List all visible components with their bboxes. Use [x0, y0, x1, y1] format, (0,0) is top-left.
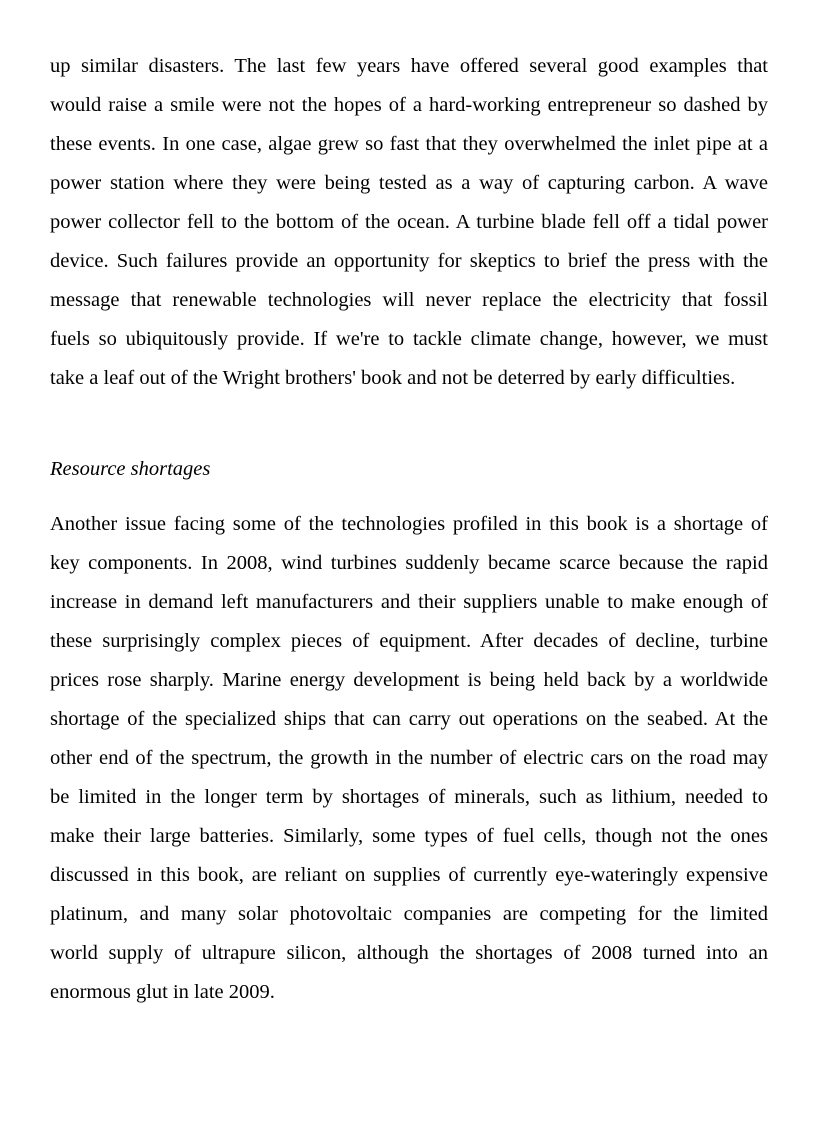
text-line: shortage of the specialized ships that can carry out operations on the seabed. At the	[50, 708, 768, 730]
text-line: other end of the spectrum, the growth in the number of electric cars on the road may	[50, 747, 768, 769]
document-page	[50, 47, 768, 1012]
text-line: be limited in the longer term by shortages of minerals, such as lithium, needed to	[50, 786, 768, 808]
text-line: Another issue facing some of the technologies profiled in this book is a shortage of	[50, 513, 768, 535]
text-line: these surprisingly complex pieces of equipment. After decades of decline, turbine	[50, 630, 768, 652]
text-line: these events. In one case, algae grew so fast that they overwhelmed the inlet pipe at a	[50, 133, 768, 155]
text-line: enormous glut in late 2009.	[50, 981, 275, 1003]
text-line: power collector fell to the bottom of the ocean. A turbine blade fell off a tidal power	[50, 211, 768, 233]
text-line: key components. In 2008, wind turbines suddenly became scarce because the rapid	[50, 552, 768, 574]
text-line: device. Such failures provide an opportunity for skeptics to brief the press with the	[50, 250, 768, 272]
text-line: platinum, and many solar photovoltaic companies are competing for the limited	[50, 903, 768, 925]
body-paragraph-disasters	[50, 47, 768, 398]
body-paragraph-resource-shortages	[50, 505, 768, 1012]
text-line: increase in demand left manufacturers and their suppliers unable to make enough of	[50, 591, 768, 613]
text-line: fuels so ubiquitously provide. If we're to tackle climate change, however, we must	[50, 328, 768, 350]
text-line: take a leaf out of the Wright brothers' book and not be deterred by early difficulties.	[50, 367, 736, 389]
text-line: discussed in this book, are reliant on supplies of currently eye-wateringly expensive	[50, 864, 768, 886]
section-spacer	[50, 398, 768, 450]
text-line: make their large batteries. Similarly, some types of fuel cells, though not the ones	[50, 825, 768, 847]
text-line: prices rose sharply. Marine energy development is being held back by a worldwide	[50, 669, 768, 691]
section-heading: Resource shortages	[50, 458, 211, 480]
heading-spacer	[50, 489, 768, 505]
text-line: power station where they were being tested as a way of capturing carbon. A wave	[50, 172, 768, 194]
text-line: would raise a smile were not the hopes of a hard-working entrepreneur so dashed by	[50, 94, 768, 116]
text-line: message that renewable technologies will never replace the electricity that fossil	[50, 289, 768, 311]
text-line: world supply of ultrapure silicon, although the shortages of 2008 turned into an	[50, 942, 768, 964]
text-line: up similar disasters. The last few years have offered several good examples that	[50, 55, 768, 77]
